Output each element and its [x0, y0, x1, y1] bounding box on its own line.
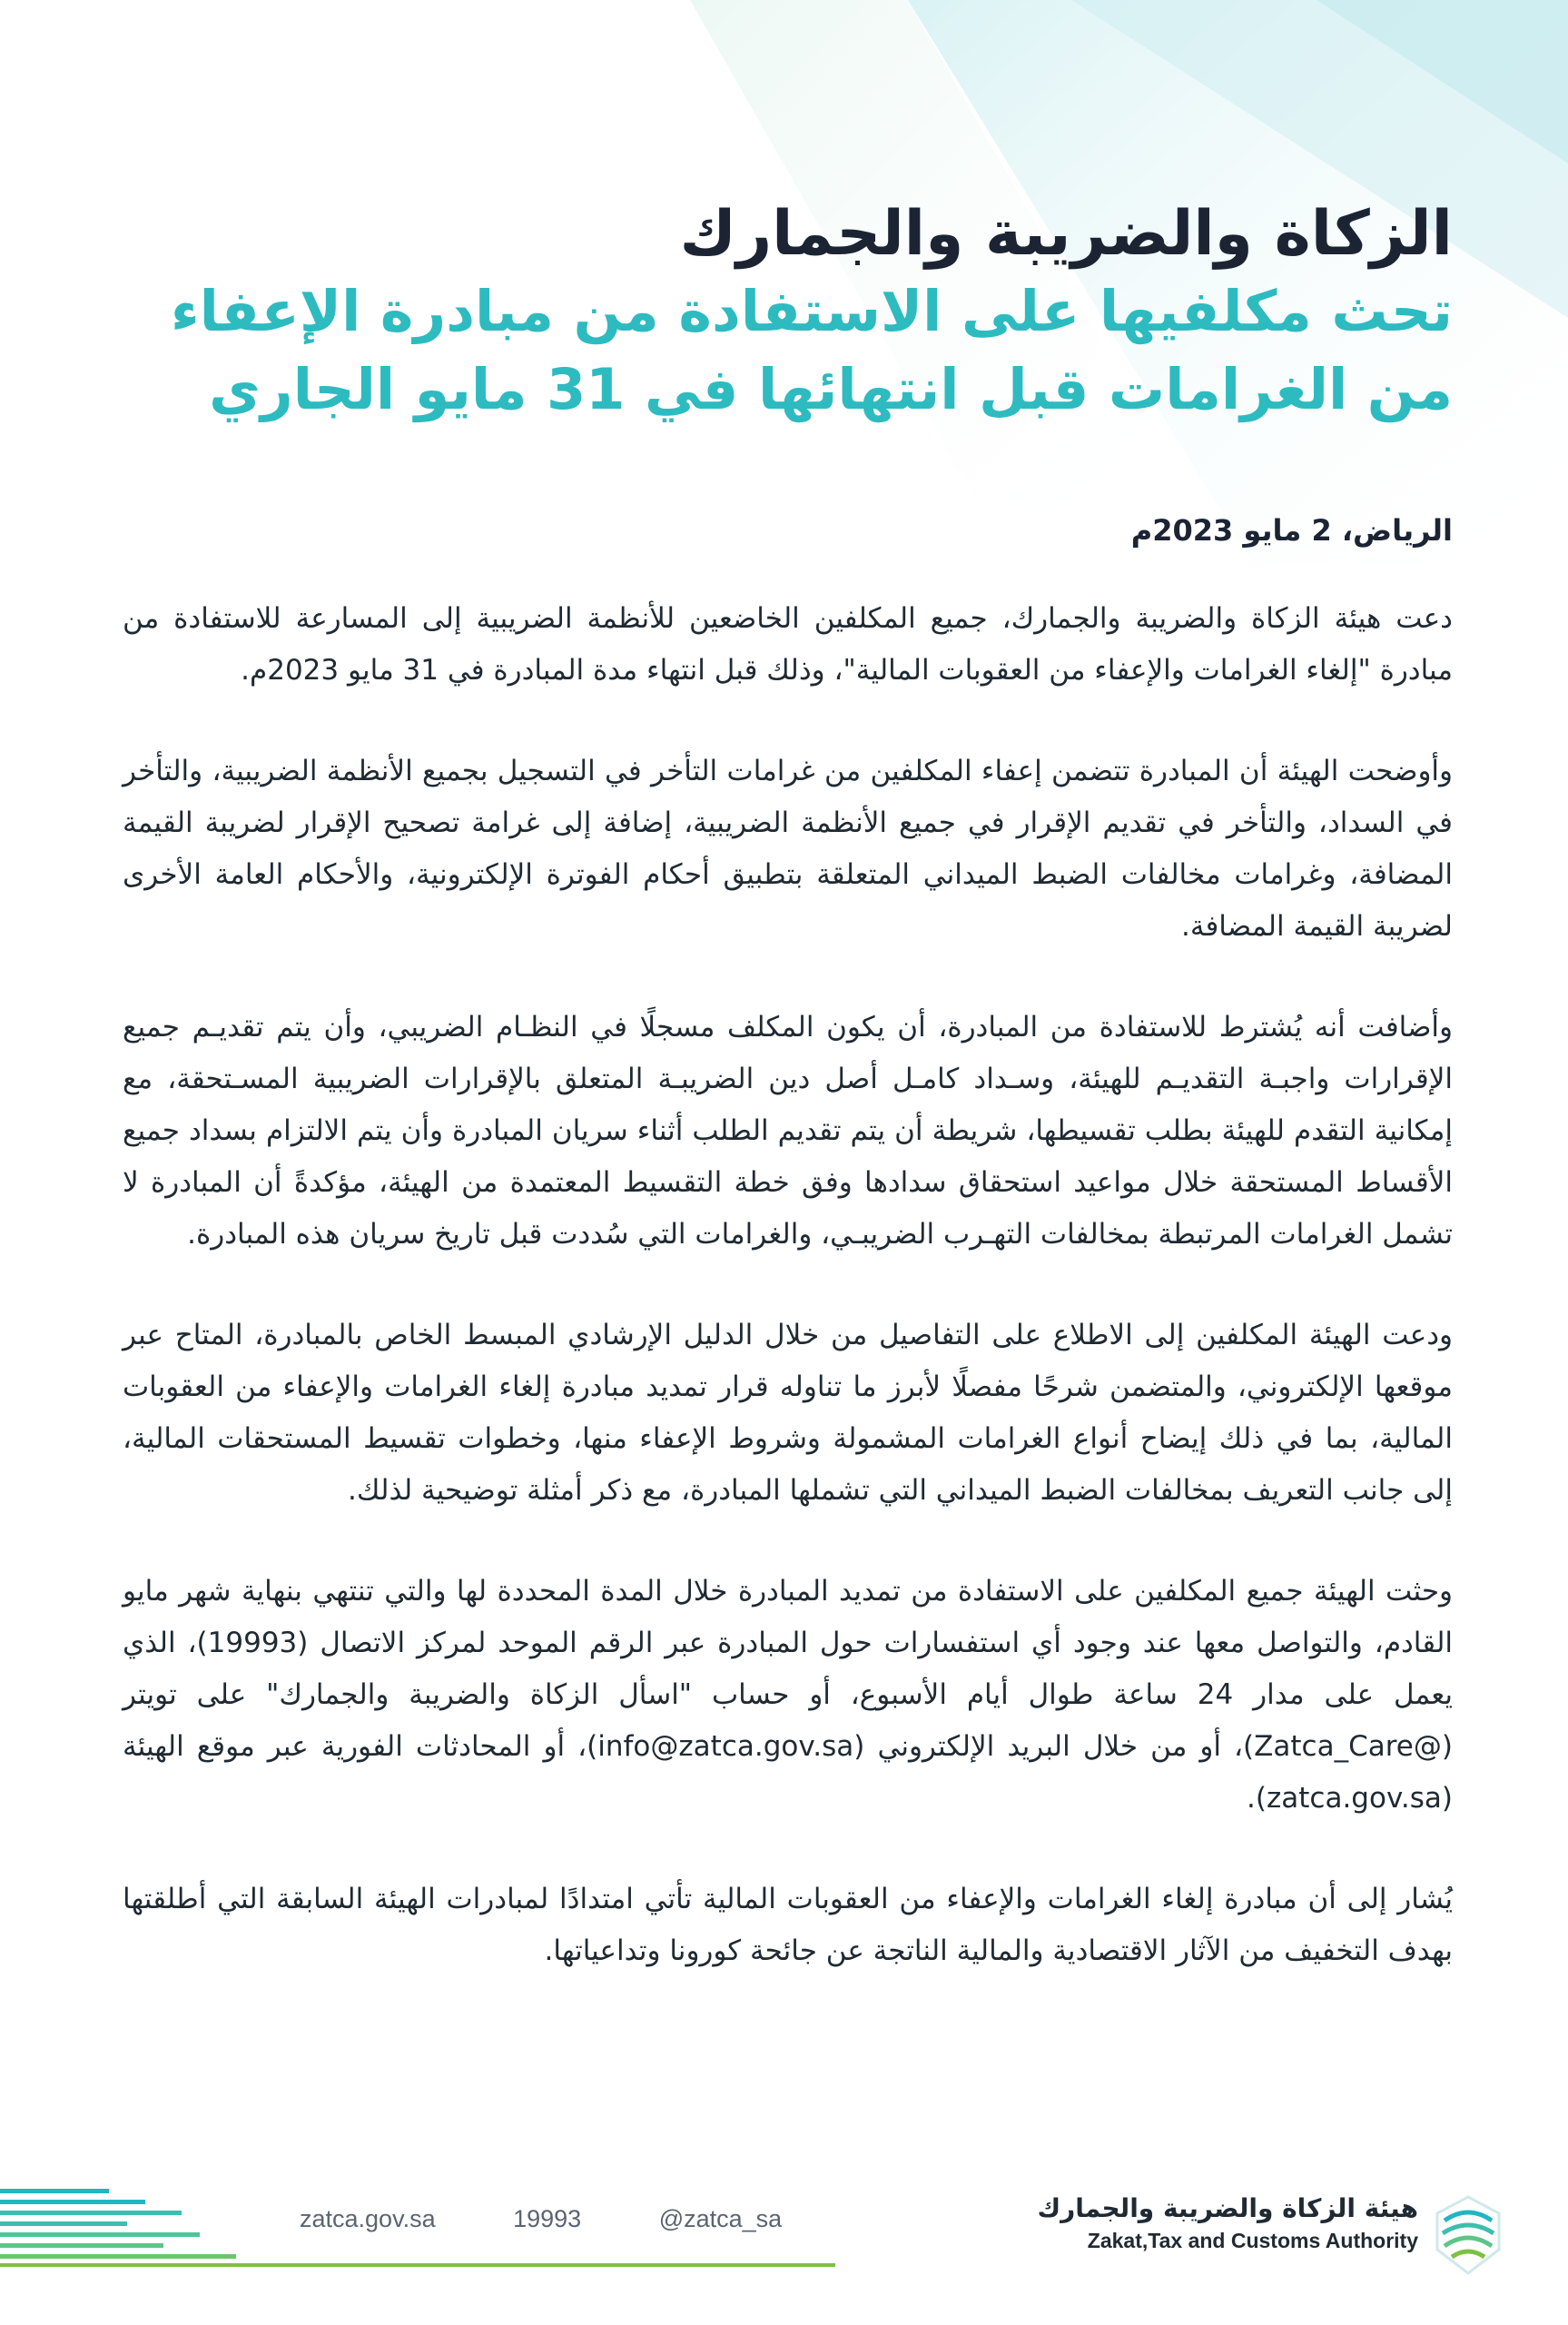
press-release — [123, 195, 1453, 2026]
paragraph: وحثت الهيئة جميع المكلفين على الاستفادة من تمديد المبادرة خلال المدة المحددة لها والتي تنتهي بنهاية شهر مايو القادم، والتواصل معها عند وجود أي استفسارات حول المبادرة عبر الرقم الموحد لمركز الاتصال (19993)، الذي يعمل على مدار 24 ساعة طوال أيام الأسبوع، أو حساب "اسأل الزكاة والضريبة والجمارك" على تويتر (@Zatca_Care)، أو من خلال البريد الإلكتروني (info@zatca.gov.sa)، أو المحادثات الفورية عبر موقع الهيئة (zatca.gov.sa). — [123, 1575, 1453, 1815]
social-handle[interactable]: @zatca_sa — [658, 2205, 783, 2232]
phone-number[interactable]: 19993 — [513, 2205, 582, 2232]
page-title: الزكاة والضريبة والجمارك — [679, 198, 1453, 270]
dateline: الرياض، 2 مايو 2023م — [1130, 513, 1453, 549]
website-link[interactable]: zatca.gov.sa — [300, 2205, 436, 2232]
footer-contacts — [300, 2205, 853, 2233]
paragraph: يُشار إلى أن مبادرة إلغاء الغرامات والإعفاء من العقوبات المالية تأتي امتدادًا لمبادرات الهيئة السابقة التي أطلقتها بهدف التخفيف من الآثار الاقتصادية والمالية الناتجة عن جائحة كورونا وتداعياتها. — [123, 1883, 1453, 1968]
zatca-logo-icon — [1432, 2193, 1504, 2277]
paragraph: ودعت الهيئة المكلفين إلى الاطلاع على التفاصيل من خلال الدليل الإرشادي المبسط الخاص بالمبادرة، المتاح عبر موقعها الإلكتروني، والمتضمن شرحًا مفصلًا لأبرز ما تناوله قرار تمديد مبادرة إلغاء الغرامات والإعفاء من العقوبات المالية، بما في ذلك إيضاح أنواع الغرامات المشمولة وشروط الإعفاء منها، وخطوات تقسيط المستحقات المالية، إلى جانب التعريف بمخالفات الضبط الميداني التي تشملها المبادرة، مع ذكر أمثلة توضيحية لذلك. — [123, 1319, 1453, 1508]
paragraph: وأضافت أنه يُشترط للاستفادة من المبادرة، أن يكون المكلف مسجلًا في النظـام الضريبي، وأن يتم تقديـم جميع الإقرارات واجبـة التقديـم للهيئة، وسـداد كامـل أصل دين الضريبـة المتعلق بالإقرارات الضريبية المسـتحقة، مع إمكانية التقدم للهيئة بطلب تقسيطها، شريطة أن يتم تقديم الطلب أثناء سريان المبادرة وأن يتم الالتزام بسداد جميع الأقساط المستحقة خلال مواعيد استحقاق سدادها وفق خطة التقسيط المعتمدة من الهيئة، مؤكدةً أن المبادرة لا تشمل الغرامات المرتبطة بمخالفات التهـرب الضريبـي، والغرامات التي سُددت قبل تاريخ سريان هذه المبادرة. — [123, 1011, 1453, 1252]
paragraph: وأوضحت الهيئة أن المبادرة تتضمن إعفاء المكلفين من غرامات التأخر في التسجيل بجميع الأنظمة الضريبية، والتأخر في السداد، والتأخر في تقديم الإقرار في جميع الأنظمة الضريبية، إضافة إلى غرامة تصحيح الإقرار لضريبة القيمة المضافة، وغرامات مخالفات الضبط الميداني المتعلقة بتطبيق أحكام الفوترة الإلكترونية، والأحكام العامة الأخرى لضريبة القيمة المضافة. — [123, 755, 1453, 944]
page-subtitle-line1: تحث مكلفيها على الاستفادة من مبادرة الإعفاء — [170, 278, 1453, 344]
page-subtitle-line2: من الغرامات قبل انتهائها في 31 مايو الجاري — [209, 355, 1453, 422]
paragraph: دعت هيئة الزكاة والضريبة والجمارك، جميع المكلفين الخاضعين للأنظمة الضريبية إلى المسارعة للاستفادة من مبادرة "إلغاء الغرامات والإعفاء من العقوبات المالية"، وذلك قبل انتهاء مدة المبادرة في 31 مايو 2023م. — [123, 602, 1453, 688]
brand-name-en: Zakat,Tax and Customs Authority — [1087, 2229, 1418, 2252]
brand-name-ar: هيئة الزكاة والضريبة والجمارك — [1037, 2193, 1418, 2223]
